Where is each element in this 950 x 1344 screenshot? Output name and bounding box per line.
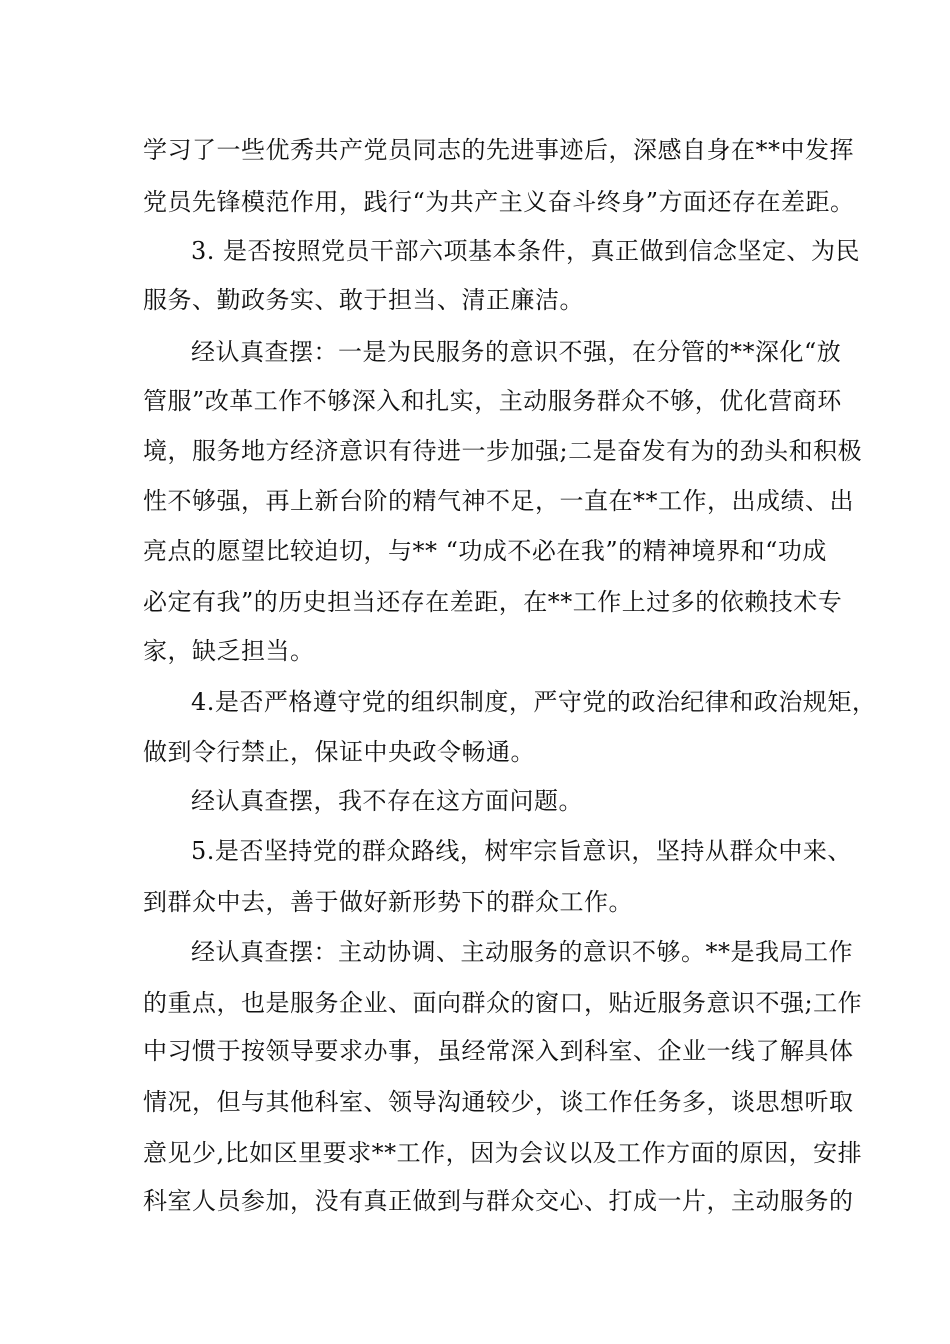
text-line: 中习惯于按领导要求办事，虽经常深入到科室、企业一线了解具体: [143, 1037, 854, 1065]
text-line: 性不够强，再上新台阶的精气神不足，一直在**工作，出成绩、出: [143, 487, 854, 515]
text-line: 经认真查摆：一是为民服务的意识不强，在分管的**深化“放: [191, 338, 842, 366]
text-line: 亮点的愿望比较迫切，与** “功成不必在我”的精神境界和“功成: [143, 537, 827, 565]
text-line: 必定有我”的历史担当还存在差距，在**工作上过多的依赖技术专: [143, 588, 843, 616]
text-line: 意见少,比如区里要求**工作，因为会议以及工作方面的原因，安排: [143, 1139, 863, 1167]
text-line: 的重点，也是服务企业、面向群众的窗口，贴近服务意识不强;工作: [143, 989, 863, 1017]
text-line: 党员先锋模范作用，践行“为共产主义奋斗终身”方面还存在差距。: [143, 188, 855, 216]
text-line: 服务、勤政务实、敢于担当、清正廉洁。: [143, 286, 584, 314]
text-line: 学习了一些优秀共产党员同志的先进事迹后，深感自身在**中发挥: [143, 136, 854, 164]
text-line: 到群众中去，善于做好新形势下的群众工作。: [143, 888, 633, 916]
text-line: 境，服务地方经济意识有待进一步加强;二是奋发有为的劲头和积极: [143, 437, 863, 465]
text-line: 3. 是否按照党员干部六项基本条件，真正做到信念坚定、为民: [191, 237, 861, 265]
text-line: 情况，但与其他科室、领导沟通较少，谈工作任务多，谈思想听取: [143, 1088, 854, 1116]
text-line: 经认真查摆：主动协调、主动服务的意识不够。**是我局工作: [191, 938, 853, 966]
text-line: 做到令行禁止，保证中央政令畅通。: [143, 738, 535, 766]
text-line: 管服”改革工作不够深入和扎实，主动服务群众不够，优化营商环: [143, 387, 842, 415]
text-line: 5.是否坚持党的群众路线，树牢宗旨意识，坚持从群众中来、: [191, 837, 852, 865]
text-line: 科室人员参加，没有真正做到与群众交心、打成一片，主动服务的: [143, 1187, 854, 1215]
text-line: 家，缺乏担当。: [143, 637, 315, 665]
text-line: 4.是否严格遵守党的组织制度，严守党的政治纪律和政治规矩，: [191, 688, 877, 716]
text-line: 经认真查摆，我不存在这方面问题。: [191, 787, 583, 815]
